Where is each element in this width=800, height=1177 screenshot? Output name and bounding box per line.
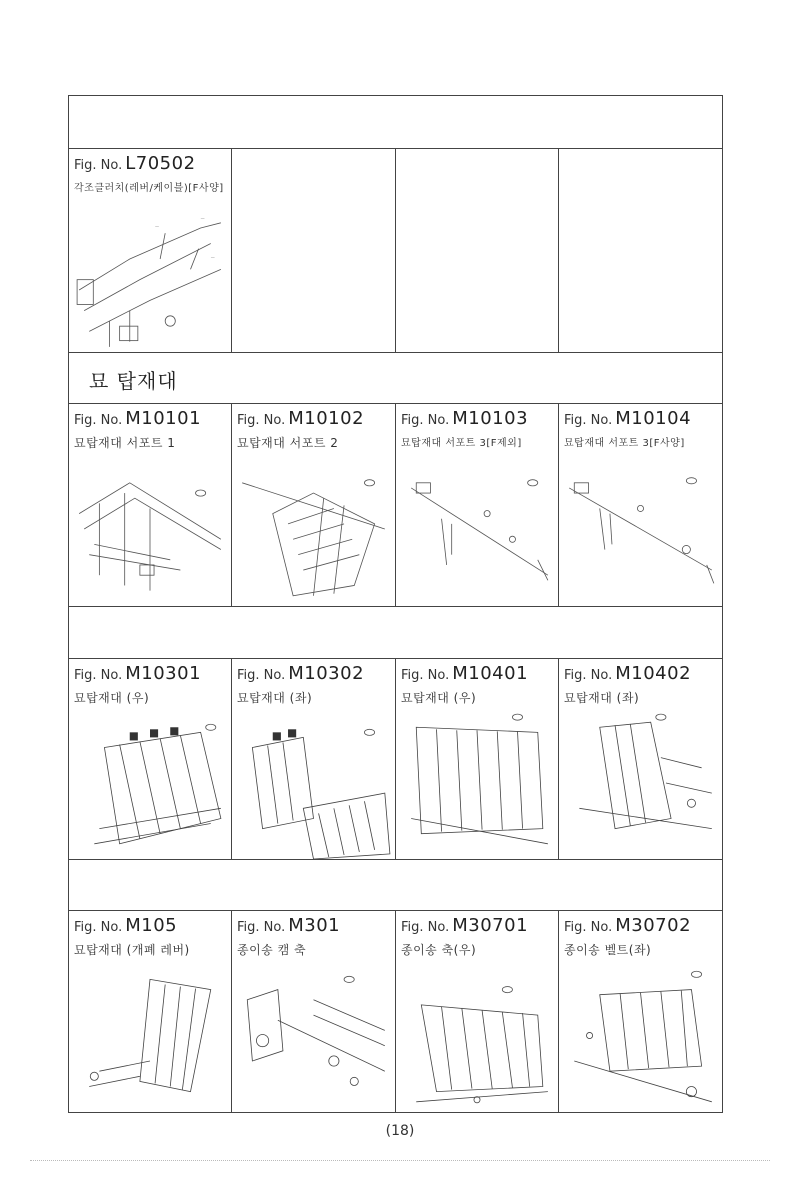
figure-card[interactable] [68, 910, 232, 1113]
svg-text:—: — [200, 215, 205, 221]
figure-label [564, 663, 691, 684]
figure-title: 각조클러치(레버/케이블)[F사양] [74, 183, 224, 194]
figure-card[interactable] [232, 910, 396, 1113]
figure-code: M30702 [615, 915, 692, 936]
figure-prefix: Fig. No. [564, 920, 613, 935]
empty-figure-card [232, 148, 396, 353]
figure-label [401, 663, 528, 684]
figure-row [68, 658, 723, 860]
figure-code: M10101 [125, 408, 202, 429]
section-header-band [68, 859, 723, 911]
figure-label [401, 408, 528, 429]
figure-prefix: Fig. No. [74, 158, 123, 173]
figure-title: 묘탑재대 (개폐 레버) [74, 943, 190, 957]
scan-artifact-divider [30, 1160, 770, 1164]
figure-prefix: Fig. No. [237, 920, 286, 935]
figure-code: M10104 [615, 408, 692, 429]
figure-code: M301 [288, 915, 341, 936]
figure-code: M10301 [125, 663, 202, 684]
parts-drawing [69, 452, 231, 606]
svg-text:—: — [155, 223, 160, 230]
parts-drawing [559, 707, 722, 859]
figure-prefix: Fig. No. [74, 413, 123, 428]
figure-prefix: Fig. No. [74, 668, 123, 683]
figure-title: 묘탑재대 (우) [401, 691, 477, 705]
figure-prefix: Fig. No. [401, 920, 450, 935]
parts-drawing [396, 959, 558, 1112]
figure-code: M30701 [452, 915, 529, 936]
parts-drawing [396, 452, 558, 606]
figure-prefix: Fig. No. [237, 668, 286, 683]
figure-card[interactable] [232, 403, 396, 607]
figure-row [68, 910, 723, 1113]
figure-card[interactable] [396, 910, 559, 1113]
figure-prefix: Fig. No. [564, 668, 613, 683]
empty-figure-card [396, 148, 559, 353]
page-number: (18) [385, 1123, 415, 1139]
figure-label [401, 915, 528, 936]
figure-code: M10401 [452, 663, 529, 684]
parts-drawing [396, 707, 558, 859]
parts-drawing [232, 707, 395, 859]
figure-prefix: Fig. No. [401, 668, 450, 683]
figure-label [74, 663, 201, 684]
figure-title: 묘탑재대 서포트 3[F사양] [564, 438, 685, 449]
figure-label [74, 153, 196, 174]
parts-drawing [69, 197, 231, 352]
figure-title: 종이송 벨트(좌) [564, 943, 652, 957]
figure-code: M10103 [452, 408, 529, 429]
figure-title: 묘탑재대 (좌) [564, 691, 640, 705]
figure-card[interactable] [68, 658, 232, 860]
parts-drawing [232, 452, 395, 606]
parts-drawing [559, 452, 722, 606]
figure-label [237, 408, 364, 429]
figure-code: M10302 [288, 663, 365, 684]
figure-code: L70502 [125, 153, 196, 174]
figure-card[interactable] [68, 403, 232, 607]
figure-title: 종이송 축(우) [401, 943, 477, 957]
section-header-band [68, 352, 723, 404]
section-heading: 묘 탑재대 [89, 369, 178, 393]
figure-row [68, 403, 723, 607]
figure-label [237, 915, 340, 936]
figure-card[interactable] [559, 658, 723, 860]
figure-title: 묘탑재대 (좌) [237, 691, 313, 705]
figure-label [237, 663, 364, 684]
figure-label [564, 915, 691, 936]
figure-row [68, 148, 723, 353]
figure-card[interactable] [232, 658, 396, 860]
empty-figure-card [559, 148, 723, 353]
figure-prefix: Fig. No. [74, 920, 123, 935]
figure-title: 묘탑재대 서포트 3[F제외] [401, 438, 522, 449]
figure-prefix: Fig. No. [564, 413, 613, 428]
figure-code: M105 [125, 915, 178, 936]
parts-drawing [559, 959, 722, 1112]
figure-label [74, 408, 201, 429]
figure-title: 종이송 캠 축 [237, 943, 307, 957]
figure-code: M10102 [288, 408, 365, 429]
figure-title: 묘탑재대 서포트 2 [237, 436, 339, 450]
figure-card[interactable] [68, 148, 232, 353]
figure-card[interactable] [559, 403, 723, 607]
figure-prefix: Fig. No. [237, 413, 286, 428]
figure-card[interactable] [559, 910, 723, 1113]
figure-card[interactable] [396, 658, 559, 860]
svg-text:—: — [210, 254, 215, 261]
figure-card[interactable] [396, 403, 559, 607]
section-header-band [68, 606, 723, 659]
section-header-band [68, 95, 723, 149]
figure-label [74, 915, 177, 936]
parts-drawing [232, 959, 395, 1112]
parts-drawing [69, 959, 231, 1112]
figure-title: 묘탑재대 (우) [74, 691, 150, 705]
figure-code: M10402 [615, 663, 692, 684]
figure-prefix: Fig. No. [401, 413, 450, 428]
figure-label [564, 408, 691, 429]
figure-title: 묘탑재대 서포트 1 [74, 436, 176, 450]
parts-drawing [69, 707, 231, 859]
